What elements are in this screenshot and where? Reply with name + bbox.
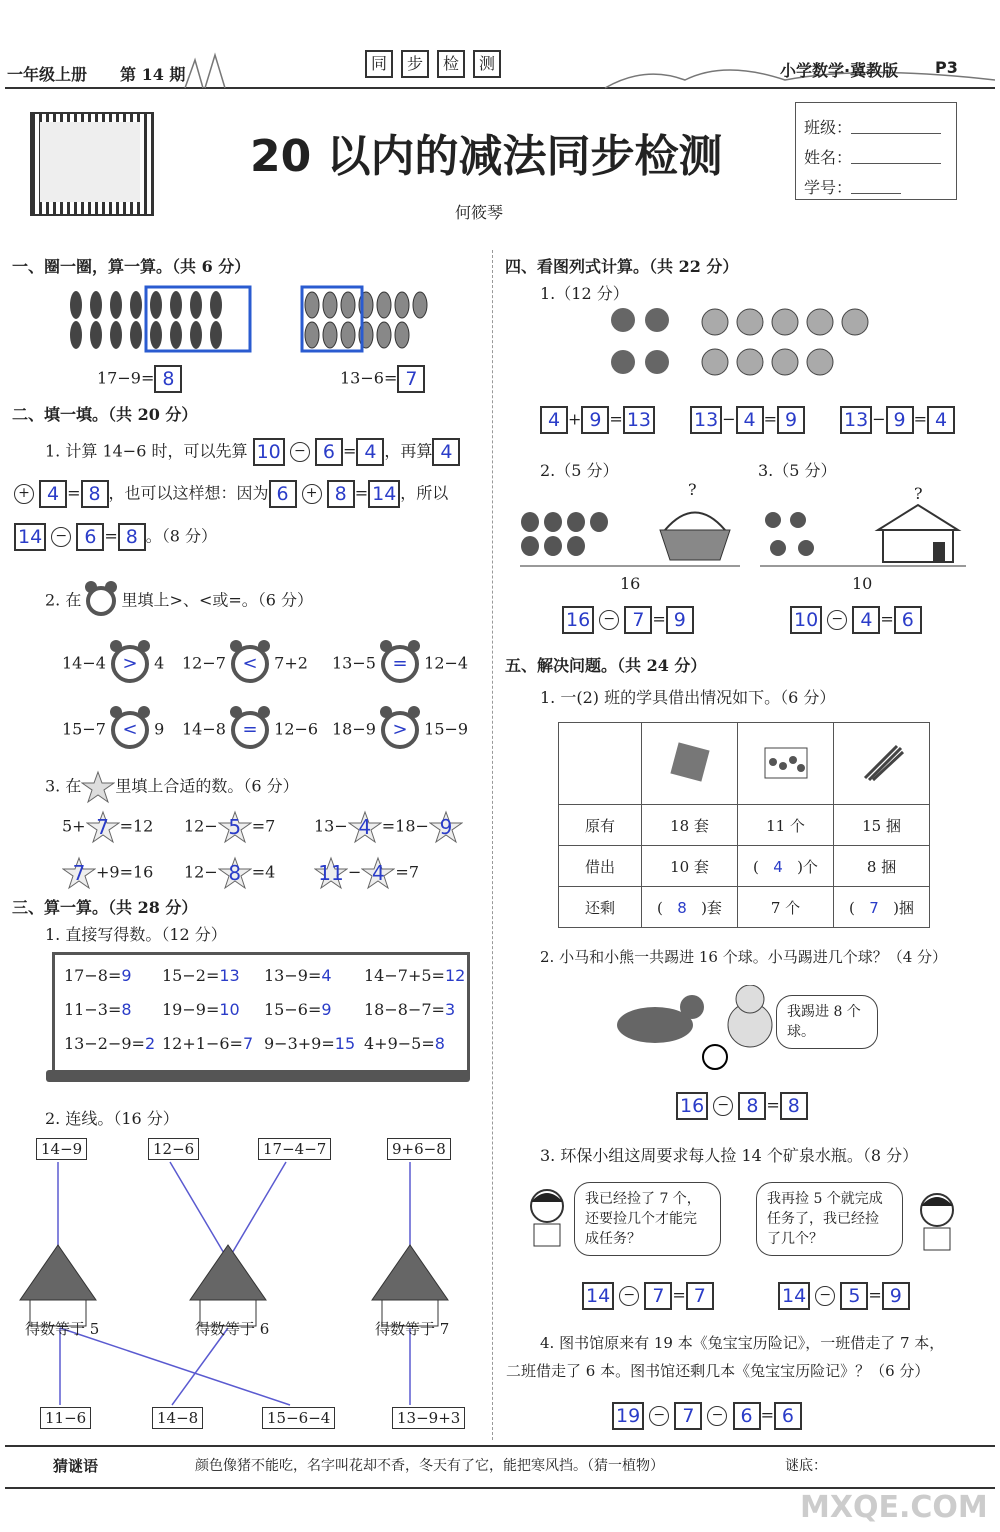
star-answer: 5 <box>218 810 252 844</box>
answer-box: 14 <box>368 480 400 508</box>
info-box <box>795 102 957 200</box>
star-answer: 4 <box>348 810 382 844</box>
calc-item: 11−3=8 <box>64 1000 132 1019</box>
cell-answer: ( 7 )捆 <box>834 887 930 928</box>
s5-q3: 3. 环保小组这周要求每人捡 14 个矿泉水瓶。（8 分） <box>540 1146 919 1165</box>
flowers-picture <box>605 300 905 390</box>
watermark: MXQE.COM <box>800 1490 988 1525</box>
s3-q2: 2. 连线。（16 分） <box>45 1109 179 1128</box>
s5-eq2: 16 − 8 = 8 <box>676 1092 808 1120</box>
s3-q1: 1. 直接写得数。（12 分） <box>45 925 227 944</box>
column-divider <box>492 250 493 1440</box>
s4-eq3: 10 − 4 = 6 <box>790 606 922 634</box>
match-bottom: 14−8 <box>152 1407 203 1429</box>
compare-item: 13−5 = 12−4 <box>332 645 468 683</box>
answer-box: 10 <box>253 438 285 466</box>
banner-char: 测 <box>473 50 501 78</box>
cell-answer: ( 4 )个 <box>738 846 834 887</box>
operator-circle: − <box>51 527 71 547</box>
blackboard-stand <box>46 1070 470 1082</box>
calc-item: 12+1−6=7 <box>162 1034 254 1053</box>
star-answer: 7 <box>62 856 96 890</box>
star-item: 13− 4 =18− 9 <box>314 810 463 844</box>
star-answer: 9 <box>429 810 463 844</box>
s2-q1-line3: 14 − 6 = 8 。（8 分） <box>14 523 217 551</box>
s5-q4-line2: 二班借走了 6 本。图书馆还剩几本《兔宝宝历险记》？（6 分） <box>506 1362 930 1380</box>
star-answer: 11 <box>314 856 348 890</box>
s2-q1-line1: 1. 计算 14−6 时，可以先算 10 − 6 = 4 ，再算 4 <box>45 438 460 466</box>
calc-item: 4+9−5=8 <box>364 1034 445 1053</box>
star-answer: 7 <box>86 810 120 844</box>
answer-box: 8 <box>327 480 355 508</box>
section-4-title: 四、看图列式计算。（共 22 分） <box>505 257 739 276</box>
answer-box: 14 <box>14 523 46 551</box>
cell-answer: ( 8 )套 <box>642 887 738 928</box>
section-3-title: 三、算一算。（共 28 分） <box>12 898 198 917</box>
equation: 13 − 4 = 9 <box>690 406 805 434</box>
s4-q3: 3.（5 分） <box>758 461 837 480</box>
s2-q3-title: 3. 在 里填上合适的数。（6 分） <box>45 770 299 804</box>
footer <box>5 1445 995 1489</box>
section-2-title: 二、填一填。（共 20 分） <box>12 405 198 424</box>
calc-item: 18−8−7=3 <box>364 1000 456 1019</box>
match-top: 14−9 <box>36 1138 87 1160</box>
banner-char: 检 <box>437 50 465 78</box>
answer-box: 8 <box>118 523 146 551</box>
match-top: 9+6−8 <box>387 1138 451 1160</box>
star-item: 12− 8 =4 <box>184 856 275 890</box>
clock-answer: = <box>381 645 419 683</box>
equation: 13 − 9 = 4 <box>840 406 955 434</box>
compare-item: 14−4 > 4 <box>62 645 164 683</box>
compare-item: 14−8 = 12−6 <box>182 711 318 749</box>
answer-box: 4 <box>432 438 460 466</box>
clock-icon <box>86 586 116 616</box>
operator-circle: − <box>290 442 310 462</box>
s5-q4-line1: 4. 图书馆原来有 19 本《兔宝宝历险记》，一班借走了 7 本， <box>540 1334 945 1352</box>
compare-item: 15−7 < 9 <box>62 711 164 749</box>
equation: 4 + 9 = 13 <box>540 406 655 434</box>
riddle-answer: 谜底： <box>785 1458 827 1474</box>
answer-box: 4 <box>356 438 384 466</box>
answer-box: 8 <box>154 365 182 393</box>
matching-lines <box>0 1150 480 1440</box>
girl-icon <box>914 1192 960 1252</box>
answer-box: 7 <box>397 365 425 393</box>
banner-char: 同 <box>365 50 393 78</box>
answer-box: 4 <box>39 480 67 508</box>
supplies-table: 原有 18 套 11 个 15 捆 借出 10 套 ( 4 )个 8 捆 还剩 ( 8 )套 7 个 ( 7 )捆 <box>558 722 930 928</box>
riddle-text: 颜色像猪不能吃，名字叫花却不香，冬天有了它，能把寒风挡。（猜一植物） <box>195 1458 664 1474</box>
star-item: 7 +9=16 <box>62 856 153 890</box>
s4-eq2: 16 − 7 = 9 <box>562 606 694 634</box>
class-label: 班级： <box>804 118 853 137</box>
name-label: 姓名： <box>804 148 853 167</box>
row-label: 原有 <box>559 805 642 846</box>
row-label: 还剩 <box>559 887 642 928</box>
total-16: 16 <box>620 574 641 593</box>
corn-picture <box>300 285 450 355</box>
star-item: 12− 5 =7 <box>184 810 275 844</box>
s5-q2: 2. 小马和小熊一共踢进 16 个球。小马踢进几个球？（4 分） <box>540 948 948 966</box>
s4-q2: 2.（5 分） <box>540 461 619 480</box>
operator-circle: + <box>14 484 34 504</box>
s5-eq4: 19 − 7 − 6 = 6 <box>612 1402 802 1430</box>
clock-answer: > <box>381 711 419 749</box>
calc-item: 19−9=10 <box>162 1000 240 1019</box>
calc-item: 9−3+9=15 <box>264 1034 356 1053</box>
speech-bubble-2: 我再捡 5 个就完成任务了，我已经捡了几个？ <box>756 1182 903 1256</box>
star-icon <box>81 770 115 804</box>
match-bottom: 15−6−4 <box>262 1407 335 1429</box>
calc-item: 15−6=9 <box>264 1000 332 1019</box>
clock-answer: = <box>231 711 269 749</box>
row-label: 借出 <box>559 846 642 887</box>
star-item: 5+ 7 =12 <box>62 810 153 844</box>
answer-box: 6 <box>76 523 104 551</box>
s4-q1: 1.（12 分） <box>540 284 629 303</box>
issue: 第 14 期 <box>120 65 186 84</box>
compare-item: 18−9 > 15−9 <box>332 711 468 749</box>
s2-q1-line2: + 4 = 8 ，也可以这样想：因为 6 + 8 = 14 ，所以 <box>14 480 448 508</box>
s2-q2-title: 2. 在 里填上>、<或=。（6 分） <box>45 586 313 616</box>
answer-box: 6 <box>269 480 297 508</box>
peppers-picture <box>58 285 258 355</box>
riddle-label: 猜谜语 <box>53 1457 99 1475</box>
house-label: 得数等于 5 <box>25 1320 100 1338</box>
total-10: 10 <box>852 574 873 593</box>
star-item: 11 − 4 =7 <box>314 856 419 890</box>
section-1-title: 一、圈一圈，算一算。（共 6 分） <box>12 257 251 276</box>
clock-answer: < <box>231 645 269 683</box>
house-label: 得数等于 7 <box>375 1320 450 1338</box>
calc-item: 13−2−9=2 <box>64 1034 156 1053</box>
banner-char: 步 <box>401 50 429 78</box>
answer-box: 8 <box>81 480 109 508</box>
header-bar <box>5 50 995 90</box>
answer-box: 6 <box>315 438 343 466</box>
s1-eq1: 17−9= 8 <box>97 365 182 393</box>
compare-item: 12−7 < 7+2 <box>182 645 308 683</box>
banner <box>365 50 501 78</box>
calc-item: 17−8=9 <box>64 966 132 985</box>
section-5-title: 五、解决问题。（共 24 分） <box>505 656 707 675</box>
speech-bubble-1: 我已经捡了 7 个，还要捡几个才能完成任务？ <box>574 1182 721 1256</box>
house-label: 得数等于 6 <box>195 1320 270 1338</box>
dogs-house-picture <box>758 490 968 570</box>
match-bottom: 11−6 <box>40 1407 91 1429</box>
grade: 一年级上册 <box>7 65 88 84</box>
author: 何筱琴 <box>455 203 504 222</box>
sticks-icon <box>834 723 930 805</box>
s5-q1: 1. 一(2) 班的学具借出情况如下。（6 分） <box>540 688 836 707</box>
calc-item: 15−2=13 <box>162 966 240 985</box>
qmark: ? <box>914 484 923 503</box>
clock-answer: < <box>111 711 149 749</box>
calc-item: 14−7+5=12 <box>364 966 466 985</box>
operator-circle: + <box>302 484 322 504</box>
number-label: 学号： <box>804 178 853 197</box>
match-top: 17−4−7 <box>258 1138 331 1160</box>
s5-eq3a: 14 − 7 = 7 <box>582 1282 714 1310</box>
qr-code <box>30 112 154 216</box>
tangram-icon <box>642 723 738 805</box>
s1-eq2: 13−6= 7 <box>340 365 425 393</box>
strawberry-basket-picture <box>515 490 745 570</box>
clock-answer: > <box>111 645 149 683</box>
qmark: ? <box>688 480 697 499</box>
bear-speech-bubble: 我踢进 8 个球。 <box>776 995 878 1049</box>
boy-icon <box>524 1188 570 1248</box>
subject: 小学数学·冀教版 <box>780 61 899 80</box>
s5-eq3b: 14 − 5 = 9 <box>778 1282 910 1310</box>
page-number: P3 <box>935 58 958 77</box>
page-title: 20 以内的减法同步检测 <box>250 131 723 182</box>
star-answer: 8 <box>218 856 252 890</box>
horse-bear-picture <box>610 985 790 1075</box>
match-top: 12−6 <box>148 1138 199 1160</box>
abacus-icon <box>738 723 834 805</box>
calc-item: 13−9=4 <box>264 966 332 985</box>
star-answer: 4 <box>361 856 395 890</box>
match-bottom: 13−9+3 <box>392 1407 465 1429</box>
